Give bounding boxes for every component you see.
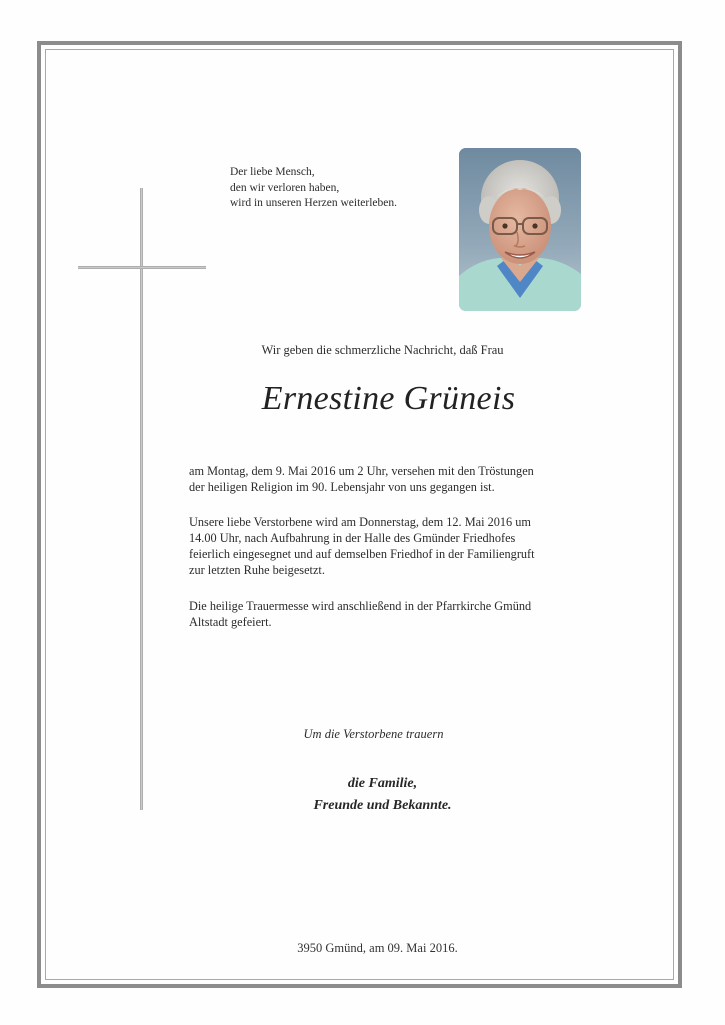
mourners-line: Um die Verstorbene trauern [303,727,444,741]
signoff-line: Freunde und Bekannte. [313,798,452,813]
portrait-photo [459,148,581,311]
quote-line: wird in unseren Herzen weiterleben. [230,197,397,209]
signoff-line: die Familie, [347,776,418,791]
quote-line: den wir verloren haben, [230,181,340,194]
place-and-date: 3950 Gmünd, am 09. Mai 2016. [297,941,458,955]
paragraph-line: am Montag, dem 9. Mai 2016 um 2 Uhr, versehen mit den Tröstungen [189,464,534,478]
paragraph-line: Unsere liebe Verstorbene wird am Donnerstag, dem 12. Mai 2016 um [189,515,531,529]
deceased-name: Ernestine Grüneis [261,380,516,417]
mass-paragraph [189,598,609,630]
paragraph-line: feierlich eingesegnet und auf demselben Friedhof in der Familiengruft [189,547,535,561]
funeral-details-paragraph [189,514,609,578]
cross-icon-vertical-bar [140,188,143,810]
paragraph-line: Altstadt gefeiert. [189,615,272,629]
paragraph-line: zur letzten Ruhe beigesetzt. [189,563,325,577]
portrait-icon [459,148,581,311]
family-signoff [0,773,725,817]
announcement-intro: Wir geben die schmerzliche Nachricht, daß Frau [261,343,504,357]
paragraph-line: der heiligen Religion im 90. Lebensjahr von uns gegangen ist. [189,480,495,494]
paragraph-line: Die heilige Trauermesse wird anschließend in der Pfarrkirche Gmünd [189,599,532,613]
quote-line: Der liebe Mensch, [230,166,315,178]
death-notice-paragraph [189,463,609,495]
cross-icon-horizontal-bar [78,266,206,269]
memorial-quote [230,165,397,212]
paragraph-line: 14.00 Uhr, nach Aufbahrung in der Halle des Gmünder Friedhofes [189,531,516,545]
